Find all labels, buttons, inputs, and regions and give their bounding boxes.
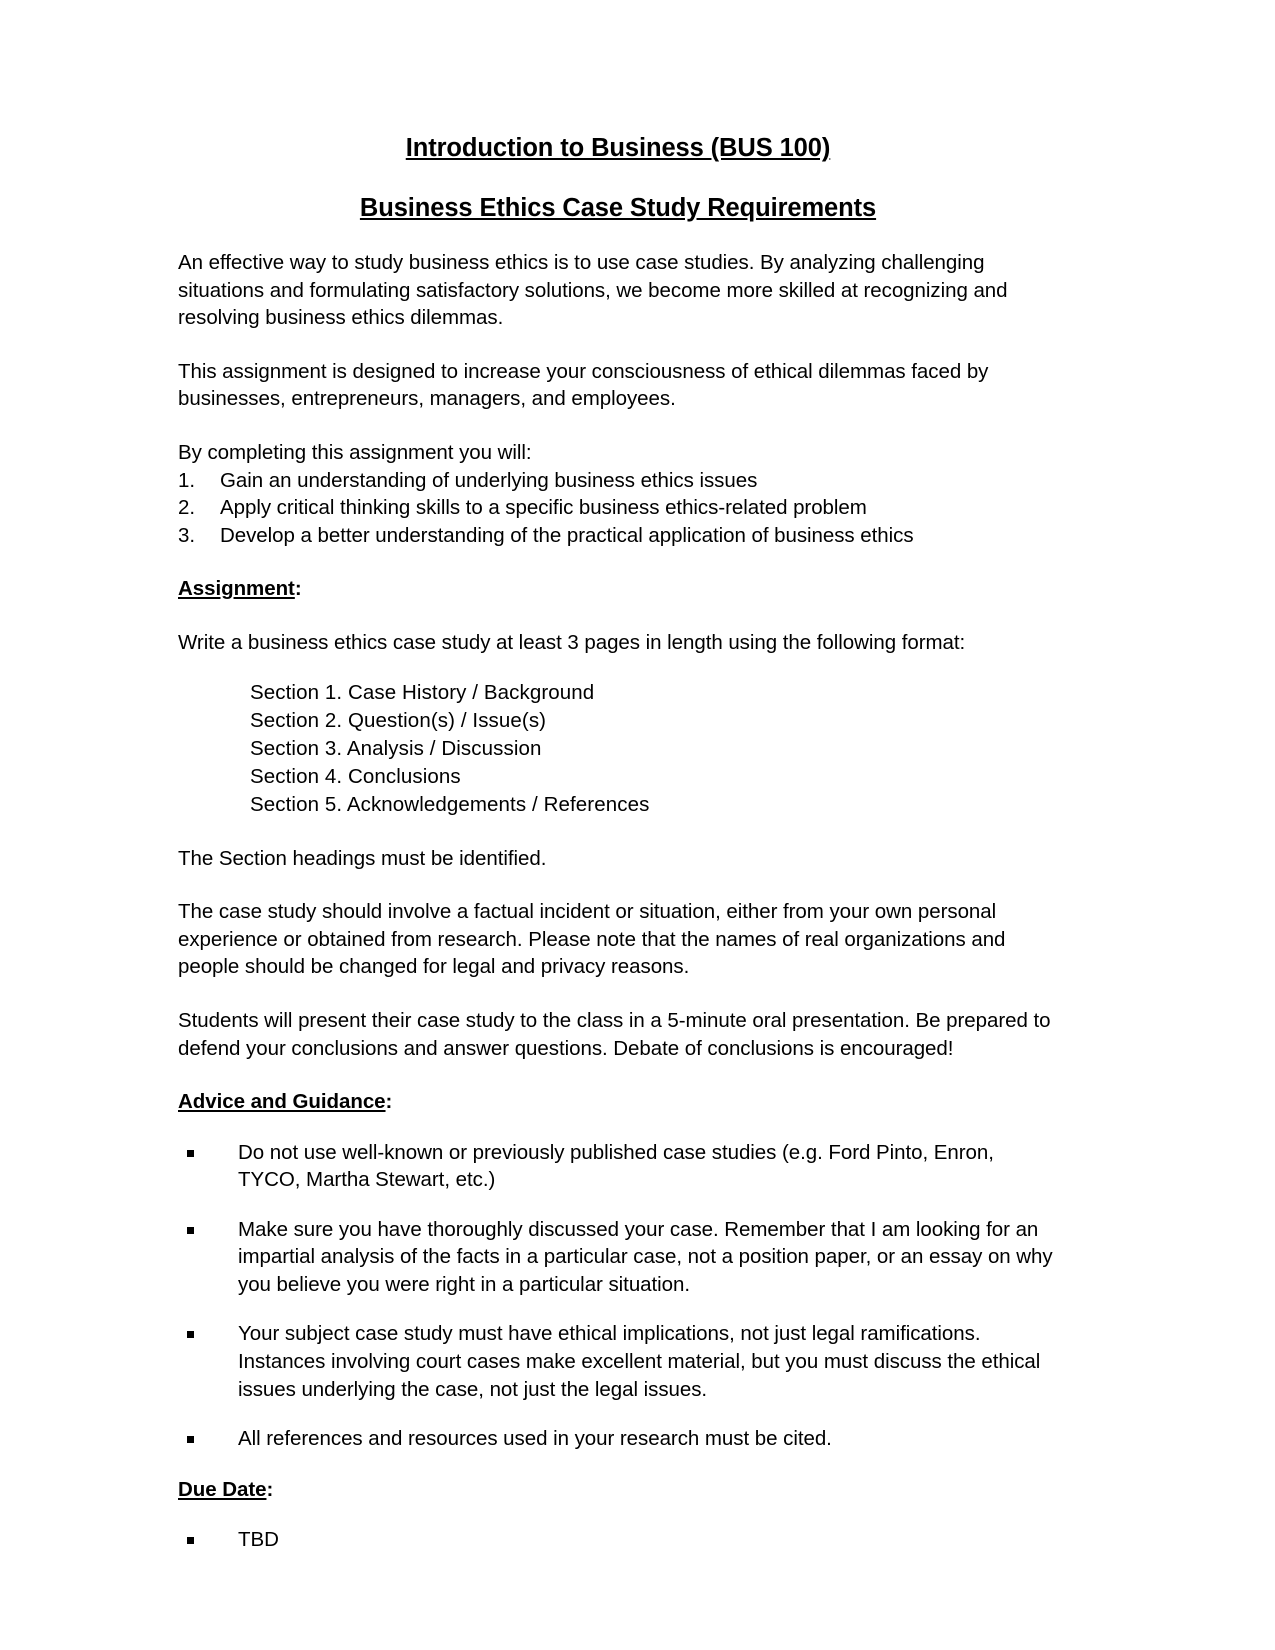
list-item-label: Make sure you have thoroughly discussed your case. Remember that I am looking for an impartial analysis of the facts in a particular case, not a position paper, or an essay on why you believe you were right in a particular situation.	[238, 1217, 1053, 1296]
square-bullet-icon	[187, 1537, 194, 1544]
square-bullet-icon	[187, 1227, 194, 1234]
section-format-list	[178, 679, 1058, 818]
list-item-label: Develop a better understanding of the practical application of business ethics	[220, 523, 914, 547]
spacer	[178, 223, 1058, 249]
list-item-number: 2.	[178, 496, 195, 520]
spacer	[178, 1503, 1058, 1526]
assignment-title	[178, 193, 1058, 223]
list-item: Section 3. Analysis / Discussion	[250, 737, 542, 761]
list-item-label: TBD	[238, 1528, 279, 1552]
assignment-title-text: Business Ethics Case Study Requirements	[359, 194, 877, 223]
presentation-paragraph: Students will present their case study to the class in a 5-minute oral presentation. Be prepared to defend your conclusions and answer questions. Debate of conclusions is encouraged!	[178, 1008, 1051, 1060]
list-item: Section 2. Question(s) / Issue(s)	[250, 709, 547, 733]
spacer	[178, 332, 1058, 358]
list-item: Section 5. Acknowledgements / References	[250, 792, 650, 816]
advice-heading-colon: :	[385, 1090, 393, 1114]
list-item-label: Do not use well-known or previously published case studies (e.g. Ford Pinto, Enron, TYCO, Martha Stewart, etc.)	[238, 1140, 994, 1192]
list-item-number: 3.	[178, 523, 195, 547]
list-item: Section 4. Conclusions	[250, 764, 461, 788]
advice-heading	[178, 1088, 1058, 1116]
assignment-heading	[178, 575, 1058, 603]
assignment-heading-colon: :	[294, 577, 302, 601]
objectives-lead-in: By completing this assignment you will:	[178, 440, 532, 464]
list-item	[178, 1425, 1058, 1453]
square-bullet-icon	[187, 1331, 194, 1338]
title-spacer	[178, 163, 1058, 193]
objectives-list	[178, 467, 1058, 550]
list-item-label: All references and resources used in your research must be cited.	[238, 1427, 832, 1451]
list-item-label: Apply critical thinking skills to a specific business ethics-related problem	[220, 496, 867, 520]
course-title	[178, 133, 1058, 163]
spacer	[178, 603, 1058, 629]
list-item	[178, 1216, 1058, 1299]
due-date-heading-text: Due Date	[178, 1477, 267, 1501]
list-item	[178, 494, 1058, 522]
due-date-heading-colon: :	[266, 1477, 274, 1501]
list-item	[178, 1526, 1058, 1554]
intro-paragraph-1: An effective way to study business ethics is to use case studies. By analyzing challenging situations and formulating satisfactory solutions, we become more skilled at recognizing and resolving business ethics dilemmas.	[178, 251, 1008, 330]
assignment-heading-text: Assignment	[178, 577, 295, 601]
list-item	[178, 522, 1058, 550]
case-study-paragraph: The case study should involve a factual incident or situation, either from your own personal experience or obtained from research. Please note that the names of real organizations and people should be changed for legal and privacy reasons.	[178, 900, 1006, 979]
spacer	[178, 413, 1058, 439]
due-date-bullet-list	[178, 1526, 1058, 1554]
list-item	[178, 467, 1058, 495]
square-bullet-icon	[187, 1436, 194, 1443]
list-item: Section 1. Case History / Background	[250, 681, 595, 705]
list-item-label: Your subject case study must have ethical implications, not just legal ramifications. Instances involving court cases make excellent material, but you must discuss the ethical issues underlying the case, not just the legal issues.	[238, 1322, 1041, 1401]
course-title-text: Introduction to Business (BUS 100)	[405, 134, 831, 162]
spacer	[178, 872, 1058, 898]
document-body	[178, 133, 1058, 1554]
advice-bullet-list	[178, 1139, 1058, 1453]
spacer	[178, 1116, 1058, 1139]
assignment-lead-in: Write a business ethics case study at least 3 pages in length using the following format:	[178, 630, 966, 654]
list-item-number: 1.	[178, 468, 195, 492]
spacer	[178, 656, 1058, 679]
list-item-label: Gain an understanding of underlying business ethics issues	[220, 468, 758, 492]
spacer	[178, 981, 1058, 1007]
list-item	[178, 1139, 1058, 1194]
list-item	[178, 1320, 1058, 1403]
spacer	[178, 1453, 1058, 1476]
spacer	[178, 1062, 1058, 1088]
due-date-heading	[178, 1476, 1058, 1504]
spacer	[178, 549, 1058, 575]
section-headings-note: The Section headings must be identified.	[178, 846, 547, 870]
intro-paragraph-2: This assignment is designed to increase your consciousness of ethical dilemmas faced by businesses, entrepreneurs, managers, and employees.	[178, 359, 989, 411]
square-bullet-icon	[187, 1150, 194, 1157]
advice-heading-text: Advice and Guidance	[178, 1090, 386, 1114]
spacer	[178, 819, 1058, 845]
